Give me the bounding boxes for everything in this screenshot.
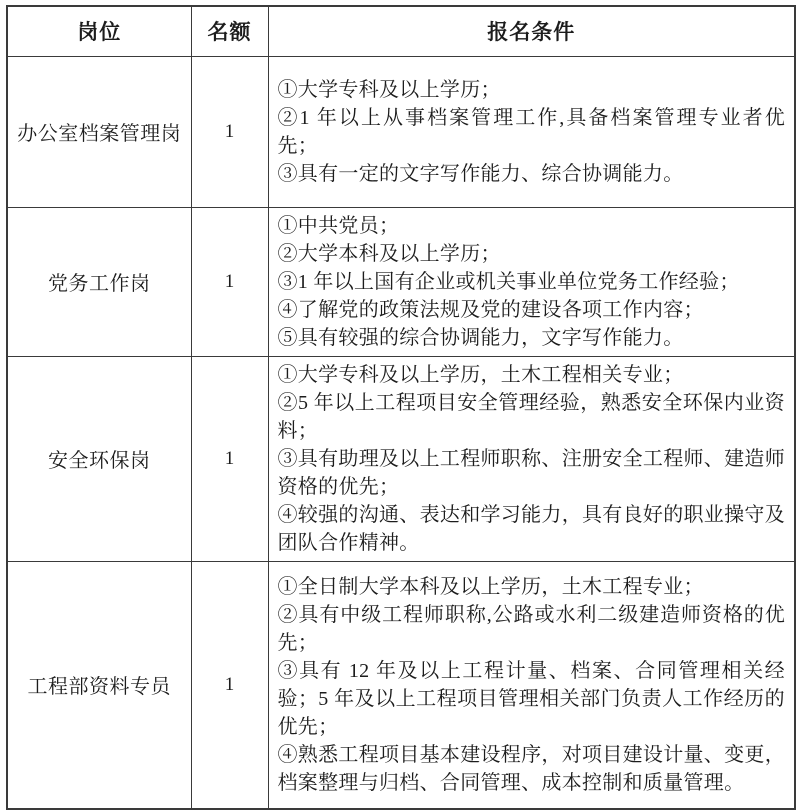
condition-line: ③具有 12 年及以上工程计量、档案、合同管理相关经验；5 年及以上工程项目管理相关部门负责人工作经历的优先； <box>277 659 785 738</box>
position-name: 党务工作岗 <box>7 207 191 356</box>
conditions-cell <box>268 561 795 809</box>
column-header-position: 岗位 <box>7 6 191 56</box>
column-header-conditions: 报名条件 <box>268 6 795 56</box>
condition-line: ③具有一定的文字写作能力、综合协调能力。 <box>277 162 684 185</box>
condition-line: ②大学本科及以上学历； <box>277 242 501 265</box>
condition-line: ③具有助理及以上工程师职称、注册安全工程师、建造师资格的优先； <box>277 447 785 498</box>
condition-line: ①大学专科及以上学历； <box>277 78 501 101</box>
quota-value: 1 <box>191 356 268 561</box>
position-name: 安全环保岗 <box>7 356 191 561</box>
quota-value: 1 <box>191 56 268 207</box>
condition-line: ②具有中级工程师职称,公路或水利二级建造师资格的优先； <box>277 603 785 654</box>
table-row <box>7 207 795 356</box>
condition-line: ①中共党员； <box>277 214 400 237</box>
condition-line: ①大学专科及以上学历，土木工程相关专业； <box>277 363 684 386</box>
header-row <box>7 6 795 56</box>
conditions-cell <box>268 56 795 207</box>
table-row <box>7 561 795 809</box>
condition-line: ⑤具有较强的综合协调能力，文字写作能力。 <box>277 326 684 349</box>
position-name: 办公室档案管理岗 <box>7 56 191 207</box>
quota-value: 1 <box>191 207 268 356</box>
position-name: 工程部资料专员 <box>7 561 191 809</box>
condition-line: ②5 年以上工程项目安全管理经验，熟悉安全环保内业资料； <box>277 391 785 442</box>
table-row <box>7 56 795 207</box>
condition-line: ④较强的沟通、表达和学习能力，具有良好的职业操守及团队合作精神。 <box>277 503 785 554</box>
table-row <box>7 356 795 561</box>
condition-line: ④了解党的政策法规及党的建设各项工作内容； <box>277 298 704 321</box>
job-positions-table <box>6 5 796 810</box>
quota-value: 1 <box>191 561 268 809</box>
condition-line: ③1 年以上国有企业或机关事业单位党务工作经验； <box>277 270 740 293</box>
condition-line: ④熟悉工程项目基本建设程序，对项目建设计量、变更，档案整理与归档、合同管理、成本控制和质量管理。 <box>277 743 785 794</box>
condition-line: ②1 年以上从事档案管理工作,具备档案管理专业者优先； <box>277 106 785 157</box>
conditions-cell <box>268 356 795 561</box>
conditions-cell <box>268 207 795 356</box>
condition-line: ①全日制大学本科及以上学历，土木工程专业； <box>277 575 704 598</box>
column-header-quota: 名额 <box>191 6 268 56</box>
